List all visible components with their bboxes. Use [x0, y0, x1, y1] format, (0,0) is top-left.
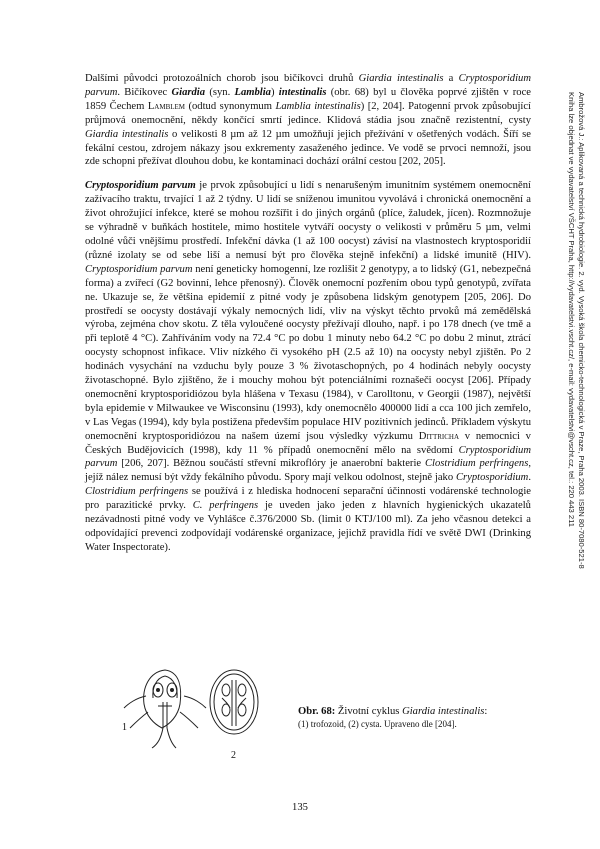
giardia-figure — [118, 668, 278, 766]
caption-text: Životní cyklus — [335, 706, 403, 717]
caption-label: Obr. 68: — [298, 706, 336, 717]
giardia-illustration — [118, 668, 278, 766]
caption-species: Giardia intestinalis — [402, 706, 485, 717]
sidebar-citation — [552, 92, 586, 592]
sidebar-citation-line1: Ambrožová J.: Aplikovaná a technická hydrobiologie. 2. vyd. Vysoká škola chemicko-technologická v Praze, Praha 2003. ISBN 80-7080-521-8 — [577, 92, 586, 569]
paragraph-cryptosporidium: Cryptosporidium parvum je prvok způsobující u lidí s nenarušeným imunitním systémem onemocnění zažívacího traktu, trvající 1 až 2 týdny. U lidí se sníženou imunitou vyvolává i chronická onemocnění a život ohrožující infekce, které se mohou rozšířit i do jiných orgánů (plíce, žaludek, jícen). Rozmnožuje se výhradně v buňkách hostitele, mimo hostitele vytváří oocysty o velikosti v průměru 5 µm, velmi odolné vůči vnějšímu prostředí. Infekční dávka (1 až 100 oocyst) závisí na vlastnostech kryptosporidií (různé izolaty se od sebe liší a nemusí být pro člověka stejně infekční) a lidské imunitě (HIV). Cryptosporidium parvum není geneticky homogenní, lze rozlišit 2 genotypy, a to lidský (G1, nebezpečná forma) a zvířecí (G2 bovinní, lehce přenosný). Člověk onemocní pozřením obou typů genotypů, zvířata ne. Ukazuje se, že většina epidemií z pitné vody je způsobena lidským genotypem [205, 206]. Do prostředí se oocysty dostávají výkaly nemocných lidí, vliv na výskyt těchto prvoků má zemědělská výroba, zejména chov skotu. Z těla vyloučené oocysty přežívají dlouho, např. i po 178 dnech (ve tmě a při teplotě 4 °C). Zahříváním vody na 72.4 °C po dobu 1 minuty nebo 64.2 °C po dobu 2 minut, ztrácí oocysty schopnost infikace. Vliv nízkého či vysokého pH (2.5 až 10) na oocysty nebyl zjištěn. Po 2 hodinách vysychání na vzduchu byly pouze 3 % životaschopných, po 4 hodinách nebyly oocysty životaschopné. Bylo zjištěno, že i mouchy mohou být potenciálními roznašeči oocyst [206]. Případy onemocnění kryptosporidiózou byla hlášena v Texasu (1984), v Carolltonu, v Georgii (1987), největší byla epidemie v Milwaukee ve Wisconsinu (1993), kdy onemocnělo 400000 lidí a cca 100 jich zemřelo, v Las Vegas (1994), kdy byla postižena především populace HIV pozitivních jedinců. Příkladem výskytu onemocnění kryptosporidiózou na našem území jsou výsledky výzkumu Dittricha v nemocnici v Českých Budějovicích (1998), kdy 11 % případů onemocnění mělo na svědomí Cryptosporidium parvum [206, 207]. Běžnou součástí střevní mikroflóry je anaerobní bakterie Clostridium perfringens, jejíž nález nemusí být vždy fekálního původu. Spory mají velkou odolnost, stejně jako Cryptosporidium. Clostridium perfringens se používá i z hlediska hodnocení separační účinnosti vodárenské technologie pro parazitické prvky. C. perfringens je uveden jako jeden z hlavních hygienických ukazatelů nezávadnosti pitné vody ve Vyhlášce č.376/2000 Sb. (limit 0 KTJ/100 ml). Za jeho včasnou detekci a odpovídající prevenci zodpovídají vodárenské organizace, jejichž pravidla řídí ve světě DWI (Drinking Water Inspectorate). — [85, 180, 532, 553]
body-text — [85, 72, 531, 565]
figure-caption: Obr. 68: Životní cyklus Giardia intestinalis: (1) trofozoid, (2) cysta. Upraveno dle [204]. — [298, 705, 530, 730]
figure-label-2: 2 — [231, 750, 236, 761]
figure-label-1: 1 — [122, 722, 127, 733]
paragraph-giardia: Dalšími původci protozoálních chorob jsou bičíkovci druhů Giardia intestinalis a Cryptosporidium parvum. Bičíkovec Giardia (syn. Lamblia) intestinalis (obr. 68) byl u člověka poprvé zjištěn v roce 1859 Čechem Lamblem (odtud synonymum Lamblia intestinalis) [2, 204]. Patogenní prvok způsobující průjmová onemocnění, někdy končící smrtí jedince. Klidová stádia jsou značně rezistentní, cysty Giardia intestinalis o velikosti 8 µm až 12 µm umožňují jejich přežívání v ošetřených vodách. Šíří se fekální cestou, zdrojem nákazy jsou exkrementy zasaženého jedince. Ve vodě se prvoci nemnoží, jsou zde schopni přežívat dlouhou dobu, ke kontaminaci dochází orální cestou [202, 205]. — [85, 73, 531, 168]
page-number: 135 — [292, 802, 308, 813]
caption-subtext: (1) trofozoid, (2) cysta. Upraveno dle [204]. — [298, 719, 457, 729]
sidebar-citation-line2: Kniha lze objednat ve vydavatelství VŠCHT Praha, http://vydavatelstvi.vscht.cz/, e-mail: vydavatelstvi@vscht.cz, tel.: 220 443 211 — [567, 92, 576, 527]
